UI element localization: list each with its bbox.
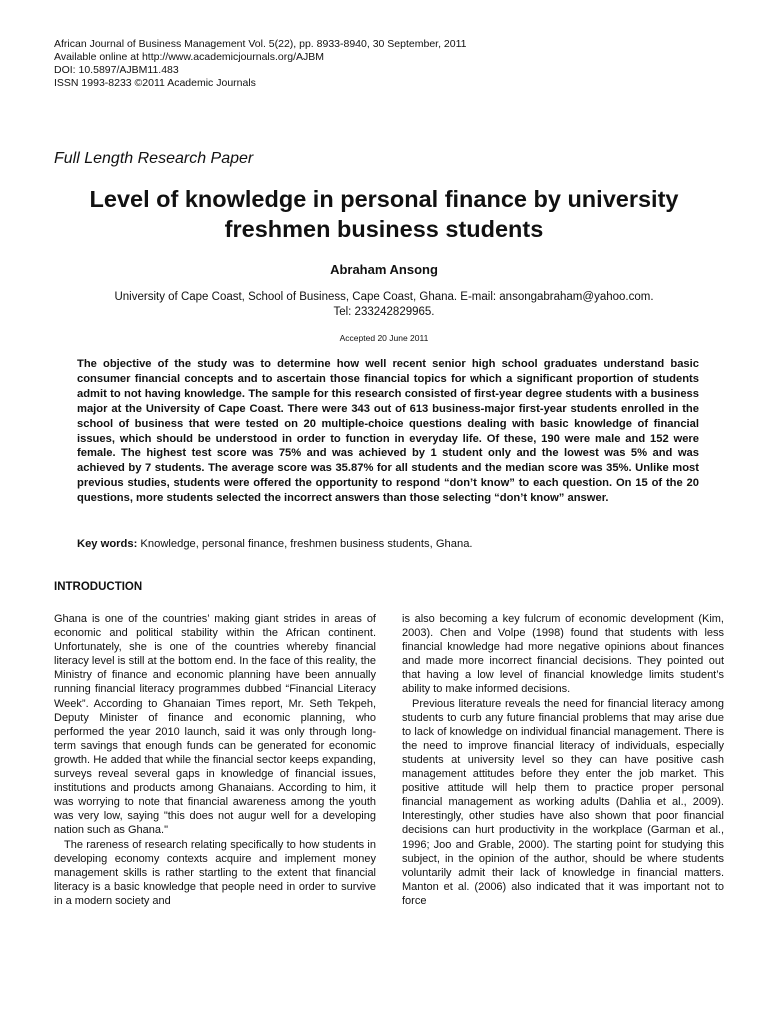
body-column-right [402,612,724,908]
paper-title [40,184,728,244]
affiliation-line-2: Tel: 233242829965. [333,306,435,318]
paragraph: Previous literature reveals the need for financial literacy among students to curb any future financial problems that may arise due to lack of knowledge on individual financial management. There is the need to improve financial literacy of individuals, especially students at university level so they can have positive cash management attitudes before they enter the job market. This positive attitude will help them to practice proper personal financial management as working adults (Dahlia et al., 2009). Interestingly, other studies have also shown that poor financial decisions can hurt productivity in the workplace (Garman et al., 1996; Joo and Grable, 2000). The starting point for studying this subject, in the opinion of the author, should be where students voluntarily admit their lack of knowledge in financial matters. Manton et al. (2006) also indicated that it was important not to force [402,697,724,907]
journal-citation: African Journal of Business Management Vol. 5(22), pp. 8933-8940, 30 September, 2011 [54,38,467,50]
title-line-2: freshmen business students [224,216,544,242]
paragraph: is also becoming a key fulcrum of economic development (Kim, 2003). Chen and Volpe (1998) found that students with less financial knowledge had more negative opinions about finances and made more incorrect financial decisions. They pointed out that having a low level of financial knowledge limits student’s ability to make informed decisions. [402,613,724,696]
section-heading-introduction: INTRODUCTION [54,581,143,593]
affiliation-line-1: University of Cape Coast, School of Business, Cape Coast, Ghana. E-mail: ansongabraham@yahoo.com. [114,291,654,303]
keywords [77,538,699,550]
paper-type: Full Length Research Paper [54,150,254,167]
journal-url: Available online at http://www.academicjournals.org/AJBM [54,51,325,63]
body-column-left [54,612,376,908]
keywords-label: Key words: [77,538,138,550]
journal-header [54,38,466,90]
abstract: The objective of the study was to determine how well recent senior high school graduates understand basic consumer financial concepts and to ascertain those financial topics for which a significant proportion of students admit to not having knowledge. The sample for this research consisted of first-year degree students with a business major at the University of Cape Coast. There were 343 out of 613 business-major first-year students enrolled in the school of business that were tested on 20 multiple-choice questions dealing with basic knowledge of financial issues, which should be understood in order to function in everyday life. Of these, 190 were male and 152 were female. The highest test score was 75% and was achieved by 1 student only and the lowest was 5% and was achieved by 7 students. The average score was 35.87% for all students and the median score was 35%. Unlike most previous studies, students were offered the opportunity to respond “don’t know” to each question. On 15 of the 20 questions, more students selected the incorrect answers than those selecting “don’t know” answer. [77,358,699,505]
paragraph: The rareness of research relating specifically to how students in developing economy contexts acquire and implement money management skills is rather startling to the extent that financial literacy is a basic knowledge that people need in order to survive in a modern society and [54,838,376,907]
author-name: Abraham Ansong [330,262,438,277]
paragraph: Ghana is one of the countries’ making giant strides in areas of economic and political stability within the African continent. Unfortunately, she is one of the countries whereby financial literacy level is still at the bottom end. In the face of this reality, the Ministry of finance and economic planning have been annually running financial literacy programmes dubbed “Financial Literacy Week”. According to Ghanaian Times report, Mr. Seth Tekpeh, Deputy Minister of finance and economic planning, who performed the year 2010 launch, said it was only through long-term savings that enough funds can be generated for economic growth. He added that while the financial sector keeps expanding, surveys reveal several gaps in knowledge of financial issues, institutions and products among Ghanaians. According to him, it was worrying to note that financial awareness among the youth was very low, saying "this does not augur well for a developing nation such as Ghana." [54,613,377,837]
keywords-text: Knowledge, personal finance, freshmen business students, Ghana. [137,538,473,550]
issn: ISSN 1993-8233 ©2011 Academic Journals [54,77,256,89]
affiliation [60,290,708,320]
title-line-1: Level of knowledge in personal finance by university [89,186,679,212]
accepted-date: Accepted 20 June 2011 [339,333,429,343]
doi: DOI: 10.5897/AJBM11.483 [54,64,179,76]
